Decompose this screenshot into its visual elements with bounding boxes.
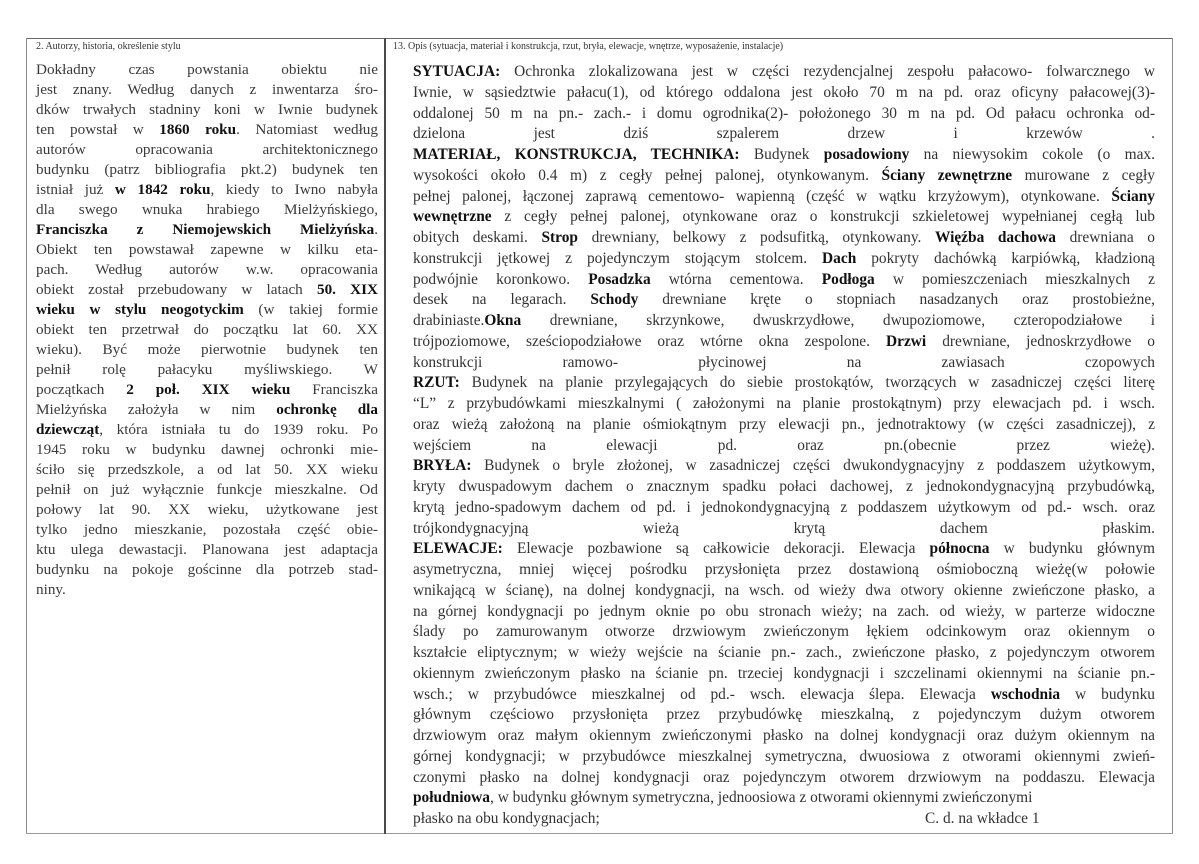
text-run: wnikającą w ścianę), na dolnej kondygnacji, na wsch. od wieży dwa otwory okienne zwieńczone płasko, a (413, 581, 1155, 599)
right-line (413, 145, 1155, 166)
right-line (413, 249, 1155, 270)
right-line (413, 726, 1155, 747)
text-run: obitych deskami. (413, 229, 542, 246)
left-line (36, 100, 378, 120)
right-line (413, 664, 1155, 685)
left-line (36, 540, 378, 560)
text-run: . (374, 221, 378, 238)
text-run: autorów opracowania architektonicznego (36, 141, 378, 158)
bold-text: Ściany zewnętrzne (881, 166, 1013, 184)
text-run: Iwnie, w sąsiedztwie pałacu(1), od którego oddalona jest około 70 m na pd. oraz oficyny pałacowej(3)- (413, 83, 1155, 101)
right-line (413, 187, 1155, 208)
text-run: obiekt został przebudowany w latach (36, 281, 317, 298)
left-line (36, 520, 378, 540)
bold-text: Okna (484, 312, 522, 329)
left-line (36, 60, 378, 80)
bold-text: MATERIAŁ, KONSTRUKCJA, TECHNIKA: (413, 146, 740, 163)
right-line (413, 124, 1155, 145)
right-line (413, 311, 1155, 332)
text-run: drewniane, jednoskrzydłowe o (926, 332, 1155, 350)
text-run: Mielżyńska założyła w nim (36, 401, 277, 418)
left-line (36, 380, 378, 400)
left-line (36, 200, 378, 220)
text-run: (w takiej formie (243, 301, 379, 318)
right-line (413, 643, 1155, 664)
left-line (36, 320, 378, 340)
text-run: okiennym zwieńczonym płasko na ścianie pn. trzeciej kondygnacji i szczelinami okiennymi na ścianie pn.- (413, 664, 1155, 682)
frame-top-rule (26, 38, 1173, 39)
left-line (36, 420, 378, 440)
description-text (413, 62, 1155, 809)
right-line (413, 270, 1155, 291)
right-line (413, 498, 1155, 519)
left-line (36, 340, 378, 360)
text-run: oraz wieżą założoną na planie ośmiokątnym przy elewacji pn., jednotraktowy (w części zasadniczej), z (413, 415, 1155, 433)
right-line (413, 394, 1155, 415)
bold-text: Drzwi (886, 332, 927, 350)
text-run: dzielona jest dziś szpalerem drzew i krzewów . (413, 125, 1155, 143)
left-line (36, 240, 378, 260)
bold-text: Dach (822, 249, 857, 267)
text-run: Budynek o bryle złożonej, w zasadniczej części dwukondygnacyjny z poddaszem użytkowym, (471, 457, 1155, 475)
left-line (36, 120, 378, 140)
bold-text: 50. XIX (316, 281, 378, 298)
right-line (413, 290, 1155, 311)
text-run: podwójnie koronkowo. (413, 270, 589, 288)
text-run: trójpoziomowe, sześciopodziałowe oraz wtórne okna zespolone. (413, 332, 887, 350)
text-run: głównym częściowo przysłonięta przez przybudówkę mieszkalną, z pojedynczym dużym otworem (413, 706, 1155, 724)
left-line (36, 220, 378, 240)
text-run: wejściem na elewacji pd. oraz pn.(obecnie przez wieżę). (413, 436, 1155, 454)
text-run: drabiniaste. (413, 312, 485, 329)
right-line (413, 228, 1155, 249)
bold-text: w 1842 roku (114, 181, 211, 198)
text-run: Obiekt ten powstawał zapewne w kilku eta- (36, 241, 378, 258)
right-line (413, 560, 1155, 581)
right-line (413, 705, 1155, 726)
right-line (413, 747, 1155, 768)
text-run: Dokładny czas powstania obiektu nie (36, 61, 378, 78)
text-run: , kiedy to Iwno nabyła (210, 181, 378, 198)
right-line (413, 602, 1155, 623)
text-run: murowane z cegły (1012, 166, 1155, 184)
bold-text: południowa (413, 789, 490, 807)
bold-text: wewnętrzne (413, 208, 492, 226)
text-run: na niewysokim cokole (o max. (909, 146, 1155, 163)
text-run: tylko jedno mieszkanie, pozostała część obie- (36, 521, 378, 538)
text-run: oddalonej 50 m na pn.- zach.- i domu ogrodnika(2)- położonego 30 m na pd. Od pałacu ochronka od- (413, 104, 1155, 122)
text-run: ślady po zamurowanym otworze drzwiowym zwieńczonym łękiem odcinkowym oraz okiennym o (413, 623, 1155, 641)
right-line (413, 332, 1155, 353)
text-run: wieku). Być może pierwotnie budynek ten (36, 341, 378, 358)
bold-text: Posadzka (588, 270, 651, 288)
left-line (36, 560, 378, 580)
bold-text: Strop (541, 229, 578, 246)
left-line (36, 300, 378, 320)
bold-text: 1860 roku (159, 121, 237, 138)
text-run: na górnej kondygnacji po jednym oknie po obu stronach wieży; na zach. od wieży, w parterze widoczne (413, 602, 1155, 620)
text-run: dków trwałych stadniny koni w Iwnie budynek (36, 101, 378, 118)
right-line (413, 685, 1155, 706)
text-run: czonymi płasko na dolnej kondygnacji oraz pojedynczym otworem drzwiowym na poddaszu. Elewacja (413, 768, 1155, 786)
text-run: kształcie eliptycznym; w wieży wejście na ścianie pn.- zach., zwieńczone płasko, z pojedynczym otworem (413, 644, 1155, 661)
text-run: drewniany, belkowy z podsufitką, otynkowany. (578, 229, 935, 246)
bold-text: SYTUACJA: (413, 63, 501, 80)
text-run: pokryty dachówką karpiówką, kładzioną (856, 249, 1155, 267)
bold-text: ochronkę dla (276, 401, 378, 418)
bold-text: BRYŁA: (413, 457, 472, 475)
text-run: Ochronka zlokalizowana jest w części rezydencjalnej zespołu pałacowo- folwarcznego w (500, 63, 1155, 80)
text-run: krytą jedno-spadowym dachem od pd. i jednokondygnacyjną z poddaszem użytkowym od pd.- wsch. oraz (413, 498, 1155, 516)
right-line (413, 622, 1155, 643)
left-line (36, 480, 378, 500)
text-run: pełnił rolę pałacyku myśliwskiego. W (36, 361, 378, 378)
text-run: wsch.; w przybudówce mieszkalnej od pd.- wsch. elewacja ślepa. Elewacja (413, 685, 991, 703)
text-run: połowy lat 90. XX wieku, użytkowane jest (36, 501, 378, 518)
text-run: niny. (36, 581, 66, 598)
right-line (413, 519, 1155, 540)
bold-text: wschodnia (990, 685, 1061, 703)
text-run: w budynku głównym (989, 540, 1155, 558)
text-run: pełnej palonej, łączonej zaprawą cementowo- wapienną (część w wątku krzyżowym), otynkowane. (413, 187, 1112, 205)
left-line (36, 280, 378, 300)
right-line (413, 62, 1155, 83)
text-run: kryty dwuspadowym dachem o znacznym spadku połaci dachowej, z jednokondygnacyjną przybudówką, (413, 478, 1155, 495)
right-line (413, 581, 1155, 602)
frame-right-rule (1172, 38, 1173, 834)
text-run: asymetryczna, mniej więcej pośrodku przysłonięta przez dostawioną ośmioboczną wieżę(w połowie (413, 561, 1155, 578)
text-run: konstrukcji ramowo- płycinowej na zawiasach czopowych (413, 353, 1155, 371)
continuation-note: C. d. na wkładce 1 (925, 810, 1040, 827)
bold-text: dziewcząt (36, 421, 100, 438)
frame-left-rule (26, 38, 27, 834)
text-run: w pomieszczeniach mieszkalnych z (874, 270, 1155, 288)
right-line (413, 436, 1155, 457)
left-line (36, 580, 378, 600)
text-run: “L” z przybudówkami mieszkalnymi ( założonymi na planie prostokątnym) przy elewacjach pd. i wsch. (413, 395, 1155, 412)
left-line (36, 140, 378, 160)
right-line (413, 788, 1155, 809)
text-run: istniał już (36, 181, 115, 198)
text-run: Elewacje pozbawione są całkowicie dekoracji. Elewacja (502, 540, 930, 558)
bold-text: Schody (590, 291, 639, 309)
text-run: drewniane kręte o stopniach nasadzanych oraz prostobieżne, (638, 291, 1156, 309)
right-line (413, 373, 1155, 394)
text-run: pełnił on już wyłącznie funkcje mieszkalne. Od (36, 481, 378, 498)
left-line (36, 80, 378, 100)
text-run: budynku (patrz bibliografia pkt.2) budynek ten (36, 161, 378, 178)
bold-text: posadowiony (823, 146, 910, 163)
text-run: z cegły pełnej palonej, otynkowane oraz o konstrukcji szkieletowej wypełnianej cegłą lub (491, 208, 1155, 226)
bold-text: Podłoga (821, 270, 875, 288)
text-run: desek na legarach. (413, 291, 591, 309)
text-run: Franciszka (290, 381, 378, 398)
left-line (36, 260, 378, 280)
section-2-header: 2. Autorzy, historia, określenie stylu (36, 41, 181, 52)
text-run: drewniane, skrzynkowe, dwuskrzydłowe, dwupoziomowe, czteropodziałowe i (521, 312, 1155, 329)
text-run: drewniana o (1056, 229, 1155, 246)
text-run: budynku na pokoje gościnne dla potrzeb stad- (36, 561, 378, 578)
text-run: początkach (36, 381, 127, 398)
text-run: w budynku (1060, 685, 1155, 703)
text-run: , która istniała tu do 1939 roku. Po (99, 421, 378, 438)
closing-line (413, 809, 1155, 830)
text-run: Budynek na planie przylegających do siebie prostokątów, tworzących w zasadniczej części literę (459, 374, 1155, 392)
text-run: Budynek (739, 146, 824, 163)
text-run: pach. Według autorów w.w. opracowania (36, 261, 378, 278)
right-line (413, 477, 1155, 498)
right-line (413, 166, 1155, 187)
bold-text: Franciszka z Niemojewskich Mielżyńska (36, 221, 375, 238)
text-run: ten powstał w (36, 121, 160, 138)
text-run: drzwiowym oraz małym okiennym zwieńczonymi płasko na dolnej kondygnacji oraz dużym okiennym na (413, 727, 1155, 744)
text-run: dla swego wnuka hrabiego Mielżyńskiego, (36, 201, 378, 218)
right-line (413, 83, 1155, 104)
text-run: ktu ulega dewastacji. Planowana jest adaptacja (36, 541, 378, 558)
text-run: górnej kondygnacji; w przybudówce mieszkalnej symetryczna, dwuosiowa z otworami okiennymi zwień- (413, 747, 1155, 765)
bold-text: północna (929, 540, 990, 558)
closing-text: płasko na obu kondygnacjach; (413, 810, 600, 827)
text-run: wysokości około 0.4 m) z cegły pełnej palonej, otynkowanym. (413, 166, 882, 184)
left-line (36, 500, 378, 520)
text-run: 1945 roku w budynku dawnej ochronki mie- (36, 441, 378, 458)
bold-text: ELEWACJE: (413, 540, 503, 558)
bold-text: RZUT: (413, 374, 460, 392)
right-line (413, 104, 1155, 125)
text-run: ściło się przedszkole, a od lat 50. XX wieku (36, 461, 378, 478)
left-line (36, 440, 378, 460)
text-run: . Natomiast według (236, 121, 378, 138)
text-run: trójkondygnacyjną wieżą krytą dachem płaskim. (413, 519, 1155, 537)
left-line (36, 180, 378, 200)
section-13-header: 13. Opis (sytuacja, materiał i konstrukcja, rzut, bryła, elewacje, wnętrze, wyposażenie, instalacje) (393, 41, 784, 52)
history-column (36, 60, 378, 600)
text-run: , w budynku głównym symetryczna, jednoosiowa z otworami okiennymi zwieńczonymi (490, 789, 1033, 807)
bold-text: Ściany (1111, 187, 1155, 205)
column-divider (384, 38, 386, 834)
bold-text: 2 poł. XIX wieku (126, 381, 291, 398)
frame-bottom-rule (26, 833, 1173, 834)
right-line (413, 415, 1155, 436)
right-line (413, 768, 1155, 789)
left-line (36, 460, 378, 480)
right-line (413, 207, 1155, 228)
bold-text: wieku w stylu neogotyckim (36, 301, 244, 318)
right-line (413, 456, 1155, 477)
right-line (413, 539, 1155, 560)
left-line (36, 360, 378, 380)
text-run: obiekt ten przetrwał do początku lat 60. XX (36, 321, 378, 338)
description-column (413, 62, 1155, 830)
text-run: wtórna cementowa. (650, 270, 822, 288)
bold-text: Więźba dachowa (934, 229, 1057, 246)
text-run: konstrukcji jętkowej z pojedynczym stojącym stolcem. (413, 249, 823, 267)
text-run: jest znany. Według danych z inwentarza śro- (36, 81, 378, 98)
right-line (413, 353, 1155, 374)
left-line (36, 160, 378, 180)
left-line (36, 400, 378, 420)
